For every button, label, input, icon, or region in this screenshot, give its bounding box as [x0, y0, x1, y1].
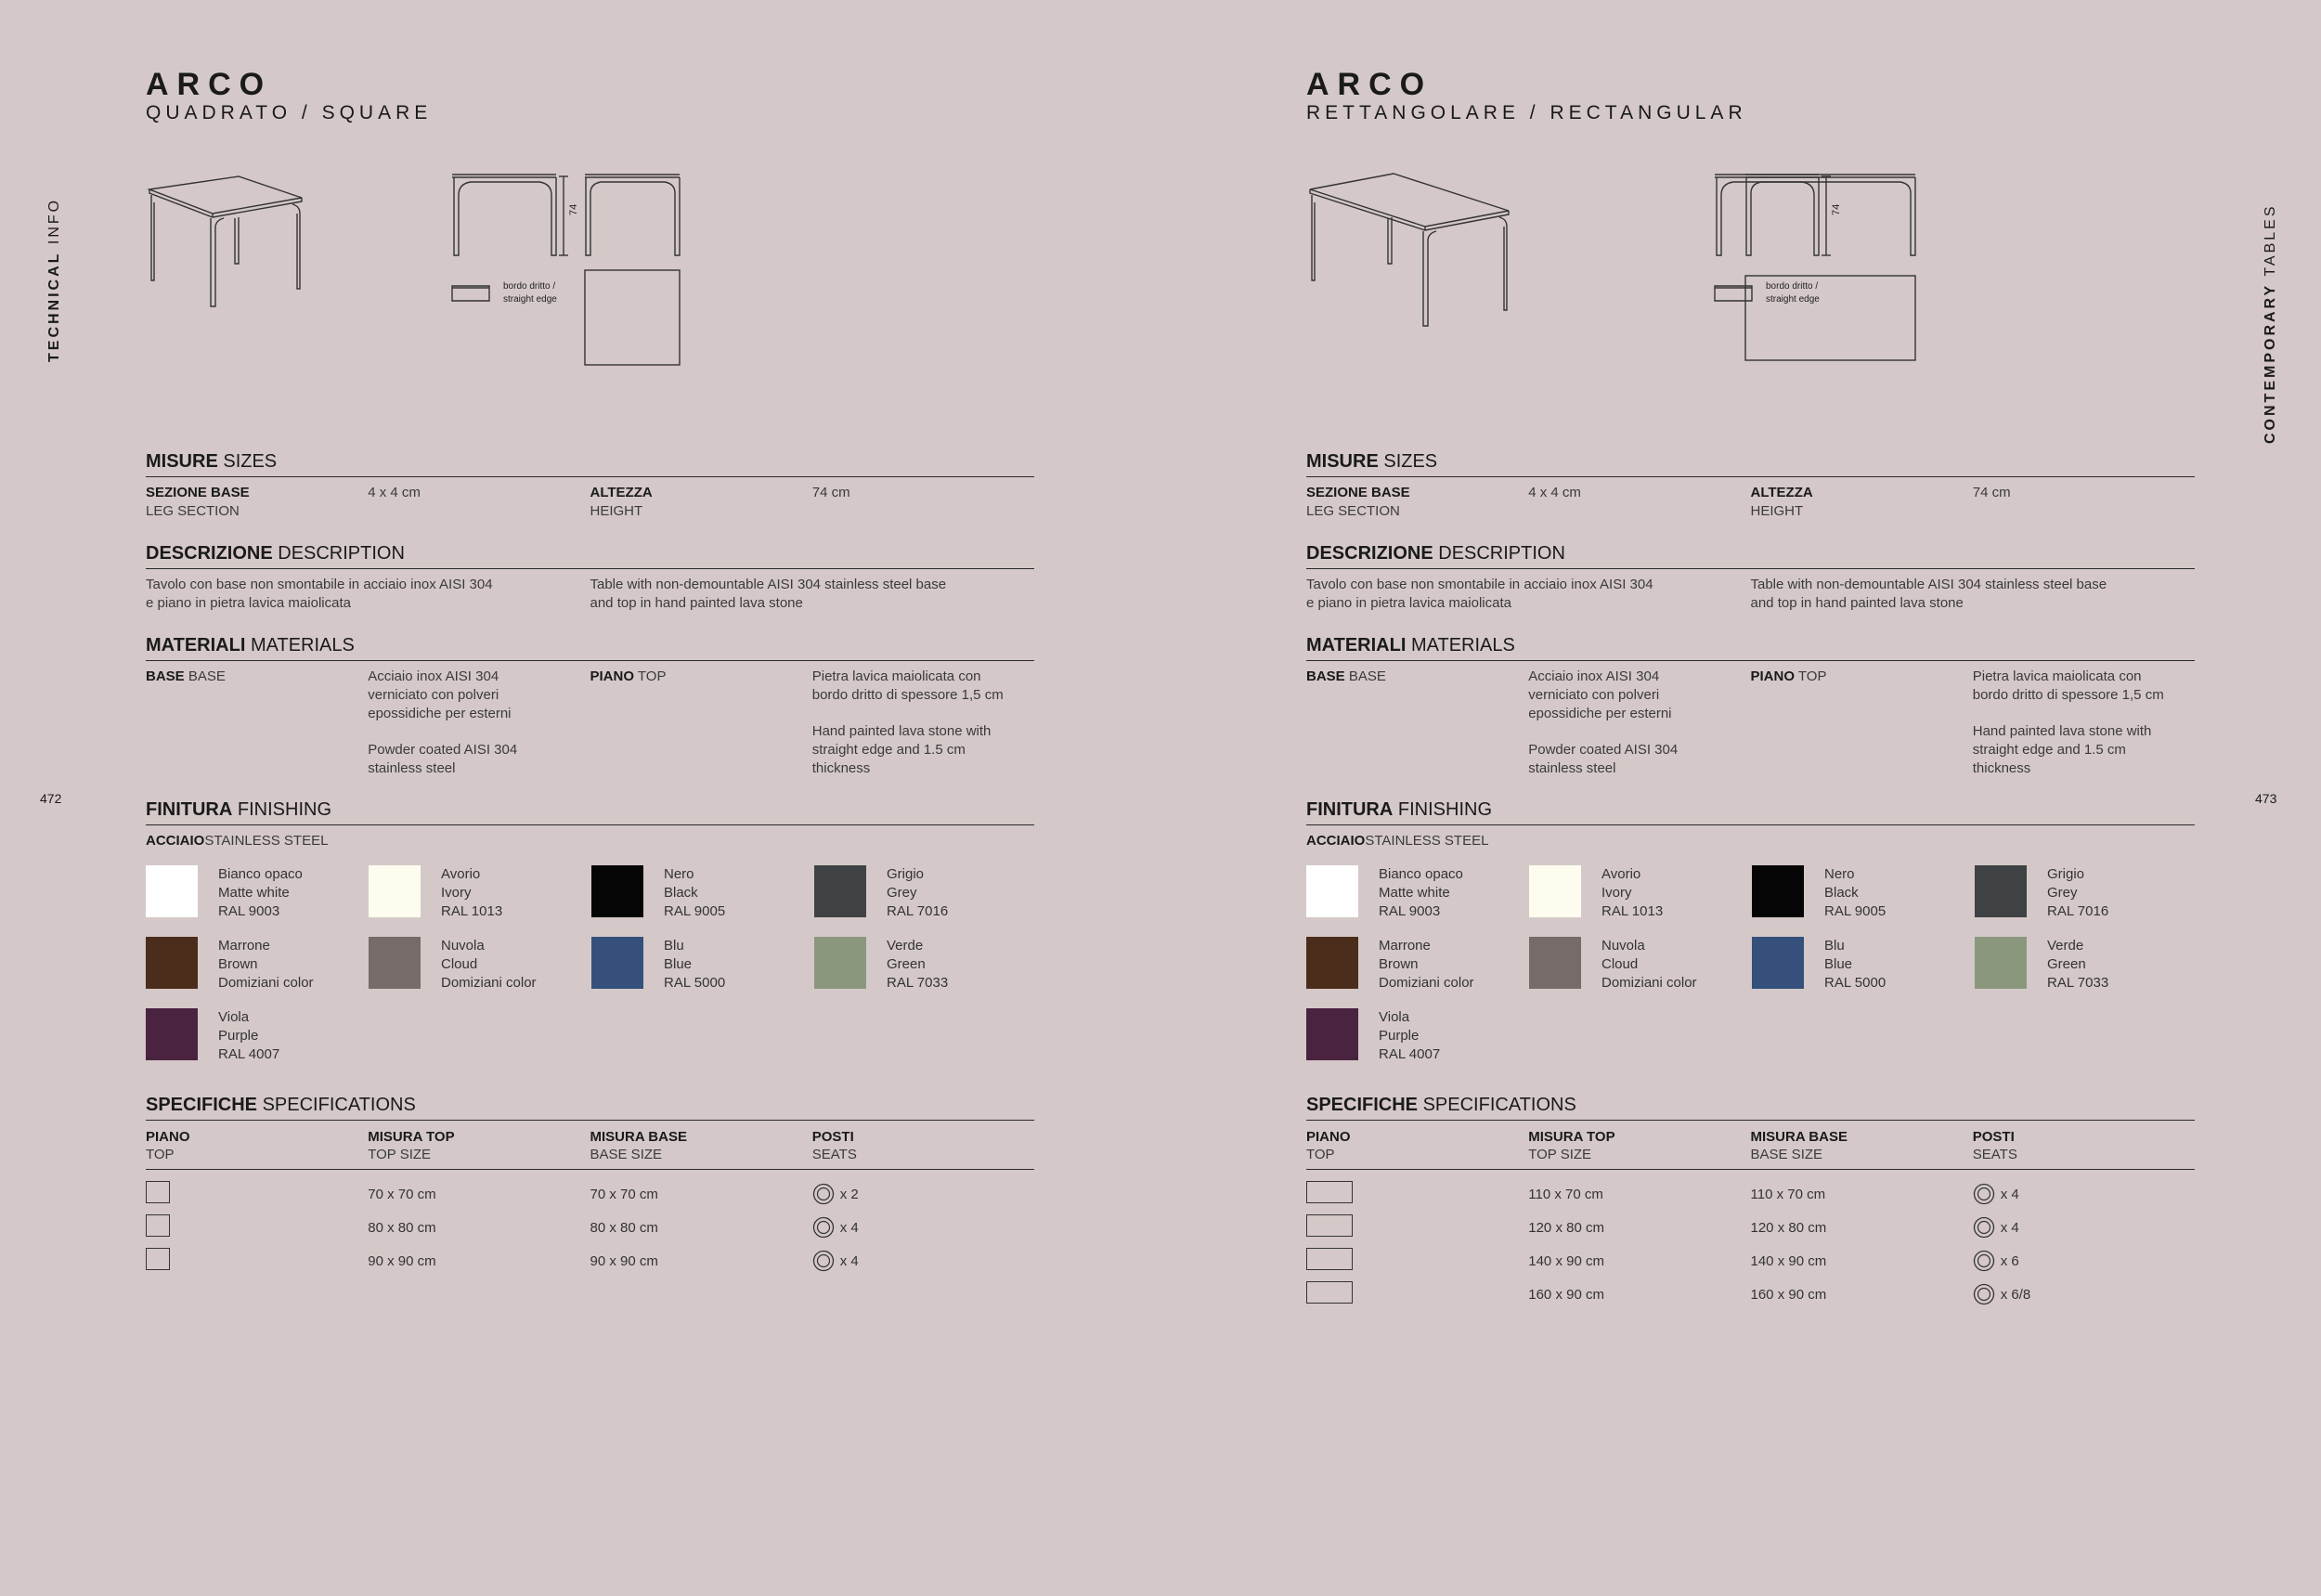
finishing-heading-bold: FINITURA: [146, 799, 233, 820]
table-row: [1306, 1211, 2195, 1244]
finishing-heading-rest: FINISHING: [1393, 799, 1492, 820]
side-label-contemporary-tables: [2263, 203, 2279, 444]
seats-cell: x 6/8: [2000, 1286, 2031, 1303]
swatch-code: Domiziani color: [1379, 975, 1474, 991]
swatch-name-en: Black: [664, 885, 698, 901]
swatch-code: RAL 7016: [887, 903, 949, 919]
swatch-name-en: Green: [887, 956, 926, 972]
tabletop-shape-icon: [146, 1214, 170, 1237]
swatch-name-en: Black: [1824, 885, 1859, 901]
swatch-name-it: Grigio: [887, 866, 925, 882]
base-size-cell: 120 x 80 cm: [1750, 1219, 1827, 1236]
color-swatch[interactable]: [1529, 865, 1752, 921]
swatch-name-en: Green: [2047, 956, 2086, 972]
seats-cell: x 4: [839, 1252, 859, 1269]
swatch-code: Domiziani color: [1601, 975, 1697, 991]
col-top-size-label: MISURA TOP: [1528, 1129, 1615, 1145]
swatch-name-it: Marrone: [218, 938, 270, 954]
col-seats-label: POSTI: [1972, 1129, 2015, 1145]
finishing-subheading: [146, 832, 1034, 850]
swatch-name-it: Bianco opaco: [218, 866, 303, 882]
seat-icon: [1973, 1250, 1995, 1272]
specifications-section: [146, 1095, 1034, 1278]
swatch-code: Domiziani color: [218, 975, 314, 991]
sizes-section: [146, 451, 1034, 521]
swatch-name-it: Nuvola: [441, 938, 485, 954]
specifications-heading: [1306, 1095, 2195, 1121]
base-size-cell: 70 x 70 cm: [590, 1186, 658, 1202]
description-heading-rest: DESCRIPTION: [272, 543, 405, 564]
seat-icon: [1973, 1183, 1995, 1205]
swatch-name-it: Nero: [664, 866, 694, 882]
seat-icon: [812, 1216, 835, 1239]
base-size-cell: 80 x 80 cm: [590, 1219, 658, 1236]
description-heading-bold: DESCRIZIONE: [1306, 543, 1433, 564]
top-material-it-2: bordo dritto di spessore 1,5 cm: [1972, 687, 2164, 703]
top-label-rest: TOP: [634, 668, 667, 684]
edge-label-en: straight edge: [503, 294, 557, 305]
top-label-rest: TOP: [1795, 668, 1827, 684]
description-en-line2: and top in hand painted lava stone: [1750, 595, 1964, 611]
base-label-bold: BASE: [146, 668, 185, 684]
base-label: [146, 668, 368, 778]
seat-icon: [812, 1183, 835, 1205]
base-material-en-1: Powder coated AISI 304: [368, 742, 518, 758]
side-label-bold: CONTEMPORARY: [2263, 282, 2278, 444]
swatch-name-it: Blu: [1824, 938, 1845, 954]
specifications-heading-rest: SPECIFICATIONS: [257, 1095, 416, 1115]
top-material-en-2: straight edge and 1.5 cm: [811, 742, 966, 758]
table-row: [1306, 1278, 2195, 1311]
top-material-it-1: Pietra lavica maiolicata con: [811, 668, 981, 684]
base-label-rest: BASE: [1344, 668, 1386, 684]
col-seats-label-en: SEATS: [811, 1147, 857, 1162]
top-size-cell: 160 x 90 cm: [1528, 1286, 1604, 1303]
color-swatch-grid: [1306, 865, 2195, 1064]
table-perspective-drawing: [1310, 174, 1509, 326]
sizes-section: [1306, 451, 2195, 521]
table-row: [146, 1177, 1034, 1211]
col-seats-label: POSTI: [811, 1129, 854, 1145]
tabletop-shape-icon: [146, 1181, 170, 1203]
description-it-line1: Tavolo con base non smontabile in acciaio inox AISI 304: [1306, 577, 1653, 592]
swatch-name-it: Nuvola: [1601, 938, 1645, 954]
table-row: [146, 1244, 1034, 1278]
swatch-color-box[interactable]: [1975, 865, 2027, 917]
base-material-it-2: verniciato con polveri: [368, 687, 499, 703]
color-swatch-grid: [146, 865, 1034, 1064]
finishing-heading: [146, 799, 1034, 825]
top-material-it-1: Pietra lavica maiolicata con: [1972, 668, 2142, 684]
table-drawings-svg: [1306, 167, 2198, 381]
swatch-color-box[interactable]: [1306, 865, 1358, 917]
specifications-table-body: [146, 1177, 1034, 1278]
table-row: [1306, 1177, 2195, 1211]
swatch-color-box[interactable]: [146, 865, 198, 917]
col-base-size-label-en: BASE SIZE: [590, 1147, 663, 1162]
color-swatch[interactable]: [1975, 937, 2198, 993]
top-material-en-1: Hand painted lava stone with: [811, 723, 992, 739]
sizes-heading: [1306, 451, 2195, 477]
color-swatch[interactable]: [1306, 865, 1529, 921]
height-value: 74 cm: [1972, 485, 2011, 500]
swatch-name-en: Cloud: [441, 956, 478, 972]
swatch-color-box[interactable]: [1306, 1008, 1358, 1060]
col-top-size-label-en: TOP SIZE: [1528, 1147, 1592, 1162]
materials-section: [1306, 635, 2195, 778]
materials-heading-bold: MATERIALI: [1306, 635, 1407, 655]
top-size-cell: 90 x 90 cm: [368, 1252, 436, 1269]
swatch-name-it: Grigio: [2047, 866, 2085, 882]
finishing-heading: [1306, 799, 2195, 825]
table-perspective-drawing: [149, 176, 302, 306]
technical-drawings: [1306, 167, 2198, 381]
swatch-code: RAL 7033: [887, 975, 949, 991]
description-heading-rest: DESCRIPTION: [1433, 543, 1565, 564]
description-en-line1: Table with non-demountable AISI 304 stainless steel base: [590, 577, 947, 592]
swatch-name-en: Cloud: [1601, 956, 1639, 972]
side-label-bold: TECHNICAL: [46, 251, 62, 362]
top-material-en-2: straight edge and 1.5 cm: [1972, 742, 2126, 758]
swatch-name-en: Purple: [218, 1028, 259, 1044]
side-label-technical-info: [46, 198, 63, 362]
base-material-it-1: Acciaio inox AISI 304: [368, 668, 499, 684]
finishing-subheading-rest: STAINLESS STEEL: [1365, 833, 1489, 849]
swatch-name-en: Blue: [664, 956, 693, 972]
swatch-color-box[interactable]: [146, 1008, 198, 1060]
col-base-size-label-en: BASE SIZE: [1750, 1147, 1823, 1162]
swatch-code: RAL 5000: [664, 975, 726, 991]
page-arco-square: [146, 0, 1037, 1596]
top-label: [590, 668, 812, 778]
base-material-en-2: stainless steel: [1528, 760, 1616, 776]
top-size-cell: 120 x 80 cm: [1528, 1219, 1604, 1236]
finishing-section: [146, 799, 1034, 1064]
tabletop-shape-icon: [1306, 1248, 1353, 1270]
color-swatch[interactable]: [1752, 865, 1975, 921]
swatch-code: RAL 9005: [664, 903, 726, 919]
base-material-it-3: epossidiche per esterni: [368, 706, 512, 721]
tabletop-shape-icon: [1306, 1214, 1353, 1237]
materials-section: [146, 635, 1034, 778]
finishing-subheading-bold: ACCIAIO: [1306, 833, 1366, 849]
color-swatch[interactable]: [1975, 865, 2198, 921]
base-label-rest: BASE: [184, 668, 226, 684]
color-swatch[interactable]: [1306, 1008, 1529, 1064]
top-label: [1751, 668, 1973, 778]
color-swatch[interactable]: [591, 865, 814, 921]
col-top-label-en: TOP: [146, 1147, 175, 1162]
description-it-line2: e piano in pietra lavica maiolicata: [146, 595, 351, 611]
side-label-rest: TABLES: [2263, 203, 2278, 283]
page-number-left: 472: [40, 791, 62, 806]
product-subtitle: RETTANGOLARE / RECTANGULAR: [1306, 102, 1747, 123]
col-base-size-label: MISURA BASE: [590, 1129, 687, 1145]
description-heading-bold: DESCRIZIONE: [146, 543, 273, 564]
swatch-code: Domiziani color: [441, 975, 537, 991]
color-swatch[interactable]: [1752, 937, 1975, 993]
height-label: ALTEZZA: [590, 485, 653, 500]
leg-section-label-en: LEG SECTION: [1306, 503, 1400, 519]
base-size-cell: 160 x 90 cm: [1750, 1286, 1827, 1303]
top-material-en-3: thickness: [1972, 760, 2031, 776]
swatch-name-it: Marrone: [1379, 938, 1431, 954]
swatch-color-box[interactable]: [1752, 937, 1804, 989]
materials-heading-bold: MATERIALI: [146, 635, 246, 655]
top-size-cell: 70 x 70 cm: [368, 1186, 436, 1202]
edge-label-en: straight edge: [1766, 294, 1820, 305]
color-swatch[interactable]: [814, 937, 1037, 993]
swatch-color-box[interactable]: [1306, 937, 1358, 989]
color-swatch[interactable]: [1306, 937, 1529, 993]
height-dimension-label: 74: [568, 203, 579, 215]
edge-label-it: bordo dritto /: [1766, 281, 1819, 292]
leg-section-label: SEZIONE BASE: [146, 485, 250, 500]
page-number-right: 473: [2255, 791, 2277, 806]
seat-icon: [1973, 1283, 1995, 1305]
leg-section-value: 4 x 4 cm: [368, 485, 421, 500]
specifications-table-header: [146, 1121, 1034, 1170]
swatch-color-box[interactable]: [591, 865, 643, 917]
base-material-en-1: Powder coated AISI 304: [1528, 742, 1679, 758]
description-en-line1: Table with non-demountable AISI 304 stainless steel base: [1750, 577, 2107, 592]
side-label-rest: INFO: [46, 197, 62, 252]
color-swatch[interactable]: [591, 937, 814, 993]
materials-heading: [146, 635, 1034, 661]
color-swatch[interactable]: [146, 937, 369, 993]
col-top-size-label-en: TOP SIZE: [368, 1147, 432, 1162]
top-material-en-3: thickness: [811, 760, 871, 776]
swatch-code: RAL 4007: [218, 1046, 280, 1062]
swatch-name-it: Avorio: [1601, 866, 1641, 882]
materials-heading: [1306, 635, 2195, 661]
table-drawings-svg: [146, 167, 1037, 381]
top-size-cell: 140 x 90 cm: [1528, 1252, 1604, 1269]
base-material-en-2: stainless steel: [368, 760, 456, 776]
product-subtitle: QUADRATO / SQUARE: [146, 102, 433, 123]
color-swatch[interactable]: [146, 1008, 369, 1064]
technical-drawings: [146, 167, 1037, 381]
seats-cell: x 4: [839, 1219, 859, 1236]
materials-heading-rest: MATERIALS: [1406, 635, 1515, 655]
seats-cell: x 4: [2000, 1186, 2019, 1202]
description-it-line2: e piano in pietra lavica maiolicata: [1306, 595, 1511, 611]
description-heading: [1306, 543, 2195, 569]
specifications-table-body: [1306, 1177, 2195, 1311]
description-it-line1: Tavolo con base non smontabile in acciaio inox AISI 304: [146, 577, 493, 592]
base-size-cell: 140 x 90 cm: [1750, 1252, 1827, 1269]
description-en-line2: and top in hand painted lava stone: [590, 595, 803, 611]
color-swatch[interactable]: [369, 937, 591, 993]
specifications-heading: [146, 1095, 1034, 1121]
swatch-code: RAL 5000: [1824, 975, 1887, 991]
top-material-en-1: Hand painted lava stone with: [1972, 723, 2152, 739]
swatch-code: RAL 1013: [1601, 903, 1664, 919]
finishing-subheading-bold: ACCIAIO: [146, 833, 205, 849]
top-label-bold: PIANO: [590, 668, 635, 684]
color-swatch[interactable]: [369, 865, 591, 921]
swatch-color-box[interactable]: [1529, 865, 1581, 917]
top-size-cell: 110 x 70 cm: [1528, 1186, 1603, 1202]
swatch-code: RAL 1013: [441, 903, 503, 919]
table-front-view: [585, 175, 680, 255]
specifications-heading-rest: SPECIFICATIONS: [1418, 1095, 1576, 1115]
swatch-name-it: Nero: [1824, 866, 1855, 882]
color-swatch[interactable]: [814, 865, 1037, 921]
col-top-size-label: MISURA TOP: [368, 1129, 455, 1145]
seats-cell: x 4: [2000, 1219, 2019, 1236]
swatch-code: RAL 7016: [2047, 903, 2109, 919]
col-seats-label-en: SEATS: [1972, 1147, 2017, 1162]
swatch-name-it: Avorio: [441, 866, 481, 882]
swatch-name-en: Ivory: [1601, 885, 1632, 901]
swatch-code: RAL 9003: [1379, 903, 1441, 919]
base-material-it-2: verniciato con polveri: [1528, 687, 1660, 703]
table-row: [146, 1211, 1034, 1244]
swatch-name-it: Verde: [887, 938, 924, 954]
description-section: [146, 543, 1034, 613]
specifications-table-header: [1306, 1121, 2195, 1170]
swatch-name-it: Viola: [1379, 1009, 1410, 1025]
finishing-section: [1306, 799, 2195, 1064]
base-size-cell: 110 x 70 cm: [1750, 1186, 1826, 1202]
swatch-name-en: Grey: [887, 885, 917, 901]
swatch-name-it: Viola: [218, 1009, 250, 1025]
finishing-heading-bold: FINITURA: [1306, 799, 1394, 820]
swatch-color-box[interactable]: [1529, 937, 1581, 989]
product-title: ARCO: [1306, 67, 1433, 102]
height-label: ALTEZZA: [1750, 485, 1813, 500]
swatch-name-en: Brown: [218, 956, 258, 972]
seat-icon: [812, 1250, 835, 1272]
base-material-it-3: epossidiche per esterni: [1528, 706, 1672, 721]
specifications-heading-bold: SPECIFICHE: [146, 1095, 258, 1115]
sizes-heading: [146, 451, 1034, 477]
swatch-color-box[interactable]: [1975, 937, 2027, 989]
col-top-label-en: TOP: [1306, 1147, 1335, 1162]
swatch-color-box[interactable]: [591, 937, 643, 989]
table-top-view: [585, 270, 680, 365]
swatch-name-en: Matte white: [1379, 885, 1450, 901]
tabletop-shape-icon: [1306, 1181, 1353, 1203]
finishing-subheading: [1306, 832, 2195, 850]
top-label-bold: PIANO: [1750, 668, 1796, 684]
description-section: [1306, 543, 2195, 613]
specifications-section: [1306, 1095, 2195, 1311]
seats-cell: x 6: [2000, 1252, 2019, 1269]
swatch-code: RAL 7033: [2047, 975, 2109, 991]
sizes-heading-bold: MISURE: [1306, 451, 1379, 472]
finishing-heading-rest: FINISHING: [232, 799, 331, 820]
height-value: 74 cm: [811, 485, 850, 500]
swatch-name-en: Matte white: [218, 885, 290, 901]
tabletop-shape-icon: [1306, 1281, 1353, 1304]
swatch-name-it: Blu: [664, 938, 684, 954]
swatch-color-box[interactable]: [146, 937, 198, 989]
height-label-en: HEIGHT: [1750, 503, 1804, 519]
color-swatch[interactable]: [146, 865, 369, 921]
swatch-code: RAL 9003: [218, 903, 280, 919]
leg-section-label-en: LEG SECTION: [146, 503, 240, 519]
sizes-heading-bold: MISURE: [146, 451, 218, 472]
product-title: ARCO: [146, 67, 273, 102]
top-material-it-2: bordo dritto di spessore 1,5 cm: [811, 687, 1004, 703]
leg-section-label: SEZIONE BASE: [1306, 485, 1410, 500]
description-heading: [146, 543, 1034, 569]
table-row: [1306, 1244, 2195, 1278]
swatch-color-box[interactable]: [814, 937, 866, 989]
base-size-cell: 90 x 90 cm: [590, 1252, 658, 1269]
height-dimension-label: 74: [1831, 203, 1842, 215]
col-top-label: PIANO: [1306, 1129, 1351, 1145]
seats-cell: x 2: [839, 1186, 859, 1202]
swatch-color-box[interactable]: [369, 937, 421, 989]
swatch-name-en: Blue: [1824, 956, 1853, 972]
base-label-bold: BASE: [1306, 668, 1345, 684]
color-swatch[interactable]: [1529, 937, 1752, 993]
base-material-it-1: Acciaio inox AISI 304: [1528, 668, 1660, 684]
swatch-color-box[interactable]: [1752, 865, 1804, 917]
height-label-en: HEIGHT: [590, 503, 643, 519]
finishing-subheading-rest: STAINLESS STEEL: [204, 833, 329, 849]
materials-heading-rest: MATERIALS: [245, 635, 355, 655]
swatch-name-it: Bianco opaco: [1379, 866, 1463, 882]
specifications-heading-bold: SPECIFICHE: [1306, 1095, 1419, 1115]
base-label: [1306, 668, 1528, 778]
swatch-color-box[interactable]: [814, 865, 866, 917]
page-arco-rectangular: [1306, 0, 2198, 1596]
col-top-label: PIANO: [146, 1129, 190, 1145]
swatch-code: RAL 4007: [1379, 1046, 1441, 1062]
swatch-name-en: Grey: [2047, 885, 2078, 901]
edge-label-it: bordo dritto /: [503, 281, 556, 292]
col-base-size-label: MISURA BASE: [1750, 1129, 1848, 1145]
swatch-name-en: Brown: [1379, 956, 1419, 972]
leg-section-value: 4 x 4 cm: [1528, 485, 1581, 500]
tabletop-shape-icon: [146, 1248, 170, 1270]
seat-icon: [1973, 1216, 1995, 1239]
sizes-heading-rest: SIZES: [1378, 451, 1438, 472]
sizes-heading-rest: SIZES: [217, 451, 278, 472]
swatch-code: RAL 9005: [1824, 903, 1887, 919]
top-size-cell: 80 x 80 cm: [368, 1219, 436, 1236]
swatch-name-en: Purple: [1379, 1028, 1420, 1044]
swatch-name-it: Verde: [2047, 938, 2084, 954]
swatch-color-box[interactable]: [369, 865, 421, 917]
swatch-name-en: Ivory: [441, 885, 472, 901]
